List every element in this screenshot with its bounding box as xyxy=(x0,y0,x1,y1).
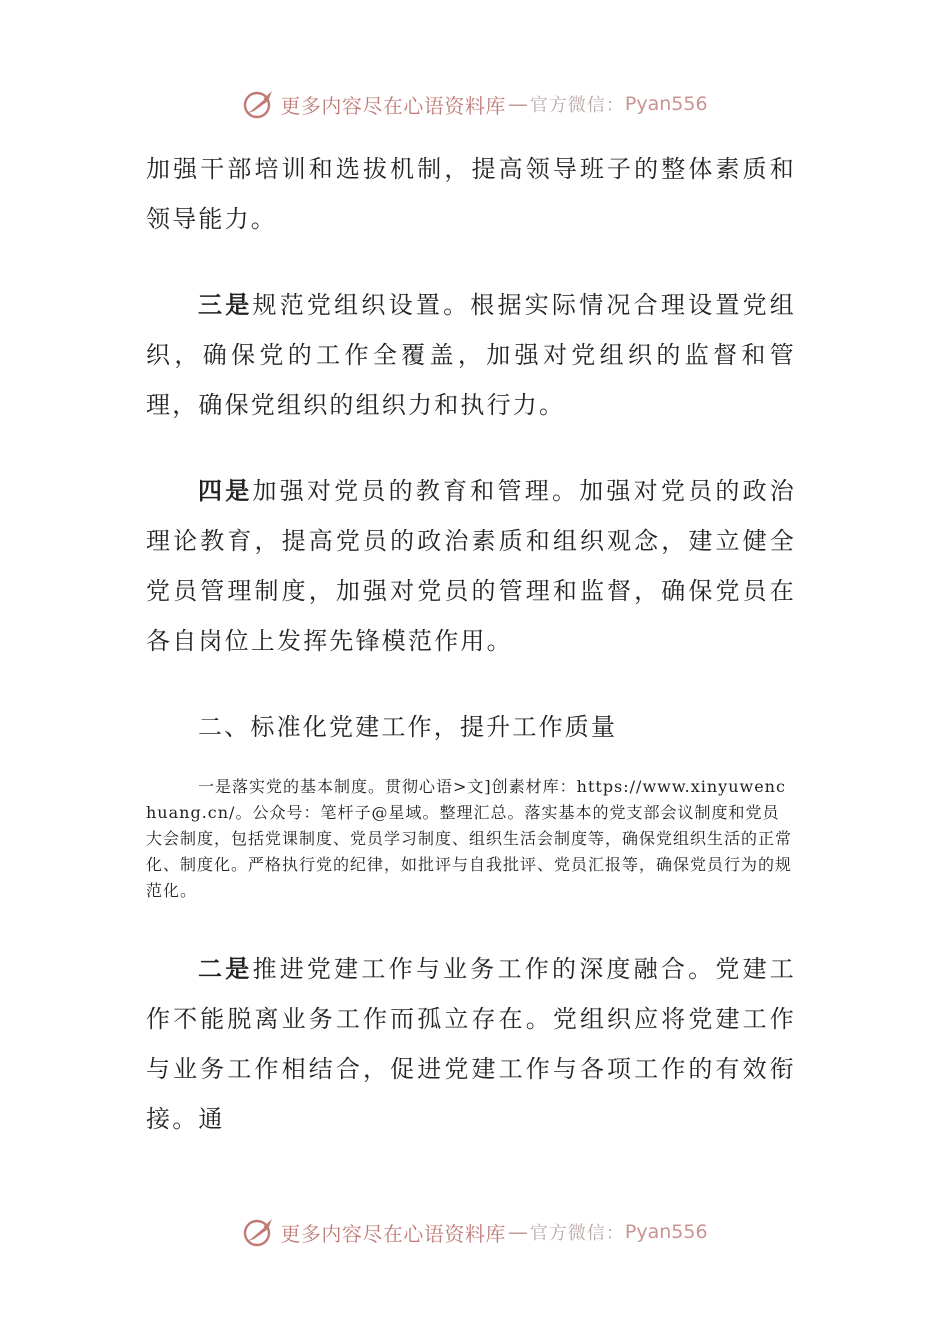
watermark-wechat-id: Pyan556 xyxy=(624,1221,708,1243)
paragraph-lead: 三是 xyxy=(198,290,253,319)
header-watermark xyxy=(0,84,950,124)
watermark-title: 更多内容尽在心语资料库 xyxy=(280,93,506,118)
watermark-dash: — xyxy=(507,92,528,116)
quill-logo-icon xyxy=(242,87,276,121)
paragraph-lead: 二是 xyxy=(198,954,253,983)
watermark-wechat-label: 官方微信： xyxy=(529,1223,625,1244)
paragraph-integration xyxy=(146,944,796,1144)
paragraph-basic-system: 一是落实党的基本制度。贯彻心语>文]创素材库：https://www.xinyuwenchuang.cn/。公众号：笔杆子@星域。整理汇总。落实基本的党支部会议制度和党员大会制度，包括党课制度、党员学习制度、组织生活会制度等，确保党组织生活的正常化、制度化。严格执行党的纪律，如批评与自我批评、党员汇报等，确保党员行为的规范化。 xyxy=(146,777,793,900)
paragraph-standardize-org xyxy=(146,280,796,430)
section-heading: 二、标准化党建工作，提升工作质量 xyxy=(198,713,618,741)
quill-logo-icon xyxy=(242,1215,276,1249)
watermark-title: 更多内容尽在心语资料库 xyxy=(280,1221,506,1246)
paragraph-text: 加强对党员的教育和管理。加强对党员的政治理论教育，提高党员的政治素质和组织观念，建立健全党员管理制度，加强对党员的管理和监督，确保党员在各自岗位上发挥先锋模范作用。 xyxy=(146,477,797,655)
paragraph-text: 推进党建工作与业务工作的深度融合。党建工作不能脱离业务工作而孤立存在。党组织应将党建工作与业务工作相结合，促进党建工作与各项工作的有效衔接。通 xyxy=(146,955,797,1133)
footer-watermark xyxy=(0,1212,950,1252)
document-body xyxy=(146,144,796,1144)
watermark-wechat-id: Pyan556 xyxy=(624,93,708,115)
paragraph-cadre-training: 加强干部培训和选拔机制，提高领导班子的整体素质和领导能力。 xyxy=(146,155,796,233)
watermark-wechat-label: 官方微信： xyxy=(529,95,625,116)
paragraph-lead: 四是 xyxy=(198,476,253,505)
watermark-dash: — xyxy=(507,1220,528,1244)
paragraph-member-education xyxy=(146,466,796,666)
paragraph-text: 规范党组织设置。根据实际情况合理设置党组织，确保党的工作全覆盖，加强对党组织的监督和管理，确保党组织的组织力和执行力。 xyxy=(146,291,797,419)
